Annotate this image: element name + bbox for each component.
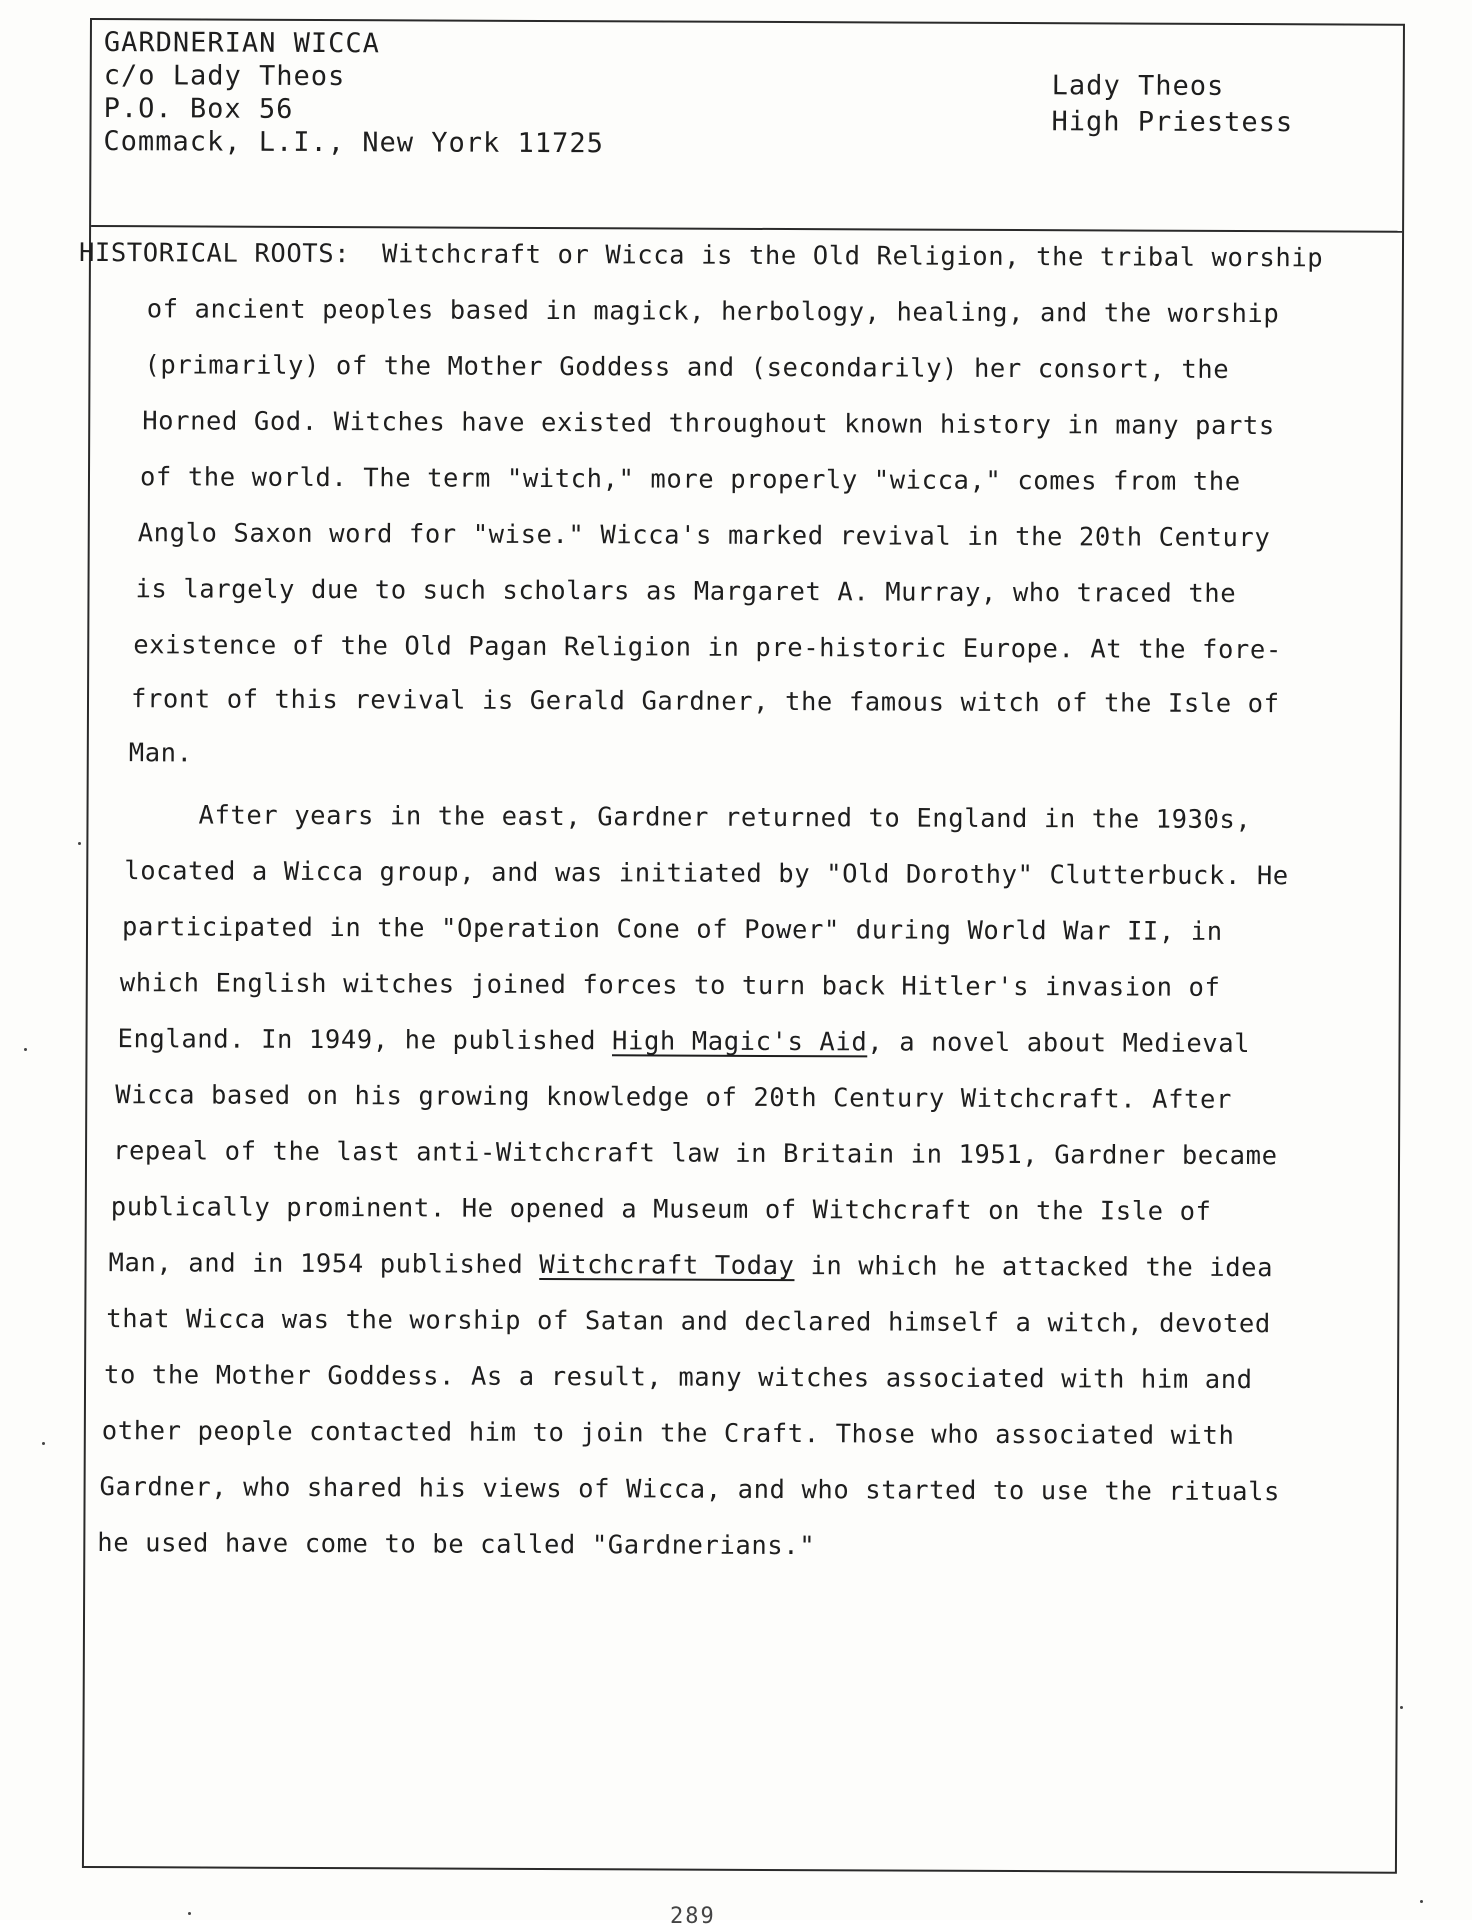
paragraph-1-line-9: front of this revival is Gerald Gardner, the famous witch of the Isle of [130,684,1280,720]
paragraph-2-line-2: located a Wicca group, and was initiated by "Old Dorothy" Clutterbuck. He [124,856,1289,892]
paragraph-2-line-3: participated in the "Operation Cone of Power" during World War II, in [121,912,1223,947]
paragraph-2-line-9 [109,1248,1274,1283]
paragraph-2-line-13: Gardner, who shared his views of Wicca, and who started to use the rituals [99,1472,1281,1508]
paragraph-2-line-9-start: Man, and in 1954 published [108,1248,540,1280]
po-box-line: P.O. Box 56 [103,93,294,125]
paragraph-2-line-12: other people contacted him to join the Craft. Those who associated with [101,1416,1235,1452]
paragraph-2-line-4: which English witches joined forces to turn back Hitler's invasion of [119,968,1221,1003]
page-number: 289 [670,1904,716,1929]
scan-speck [1400,1706,1403,1709]
historical-roots-section [78,237,1406,1562]
paragraph-2-line-5-start: England. In 1949, he published [117,1024,613,1057]
city-line: Commack, L.I., New York 11725 [103,126,604,160]
paragraph-1-line-10: Man. [128,738,193,769]
scan-speck [1420,1900,1423,1903]
contact-title: High Priestess [1051,106,1294,139]
document-frame [78,18,1405,1874]
paragraph-2-line-8: publically prominent. He opened a Museum of Witchcraft on the Isle of [110,1192,1212,1227]
scan-speck [188,1912,191,1915]
paragraph-1-line-4: Horned God. Witches have existed throughout known history in many parts [142,406,1275,442]
contact-block [1051,68,1293,141]
paragraph-1-line-6: Anglo Saxon word for "wise." Wicca's marked revival in the 20th Century [137,518,1271,554]
paragraph-2-line-5 [117,1024,1250,1059]
paragraph-1-line-3: (primarily) of the Mother Goddess and (secondarily) her consort, the [144,350,1230,385]
paragraph-1-line-7: is largely due to such scholars as Margaret A. Murray, who traced the [135,574,1237,610]
header-divider [91,225,1402,233]
paragraph-2-line-9-end: in which he attacked the idea [794,1251,1274,1284]
care-of-line: c/o Lady Theos [103,60,346,93]
scan-speck [78,842,81,845]
paragraph-1-line-1 [79,238,1323,273]
org-name: GARDNERIAN WICCA [103,27,381,60]
paragraph-1-line-2: of ancient peoples based in magick, herbology, healing, and the worship [146,294,1280,330]
paragraph-2-line-5-end: , a novel about Medieval [867,1027,1251,1060]
paragraph-2-line-10: that Wicca was the worship of Satan and declared himself a witch, devoted [106,1304,1271,1340]
book-title-high-magics-aid: High Magic's Aid [612,1026,868,1058]
scan-speck [42,1442,45,1445]
organization-address-block [103,26,604,160]
paragraph-2-line-14: he used have come to be called "Gardnerians." [97,1528,816,1562]
book-title-witchcraft-today: Witchcraft Today [539,1249,795,1282]
paragraph-2-line-7: repeal of the last anti-Witchcraft law in Britain in 1951, Gardner became [112,1136,1278,1172]
section-heading: HISTORICAL ROOTS: [78,237,351,270]
scan-speck [24,1048,27,1051]
paragraph-2-line-11: to the Mother Goddess. As a result, many witches associated with him and [104,1360,1253,1396]
paragraph-1-line-5: of the world. The term "witch," more properly "wicca," comes from the [139,462,1241,498]
contact-name: Lady Theos [1051,70,1225,102]
paragraph-1-line-8: existence of the Old Pagan Religion in pre-historic Europe. At the fore- [133,630,1282,666]
paragraph-2-line-6: Wicca based on his growing knowledge of 20th Century Witchcraft. After [115,1080,1233,1115]
paragraph-1-text: Witchcraft or Wicca is the Old Religion, the tribal worship [382,239,1324,274]
paragraph-2-line-1: After years in the east, Gardner returned to England in the 1930s, [198,800,1252,836]
